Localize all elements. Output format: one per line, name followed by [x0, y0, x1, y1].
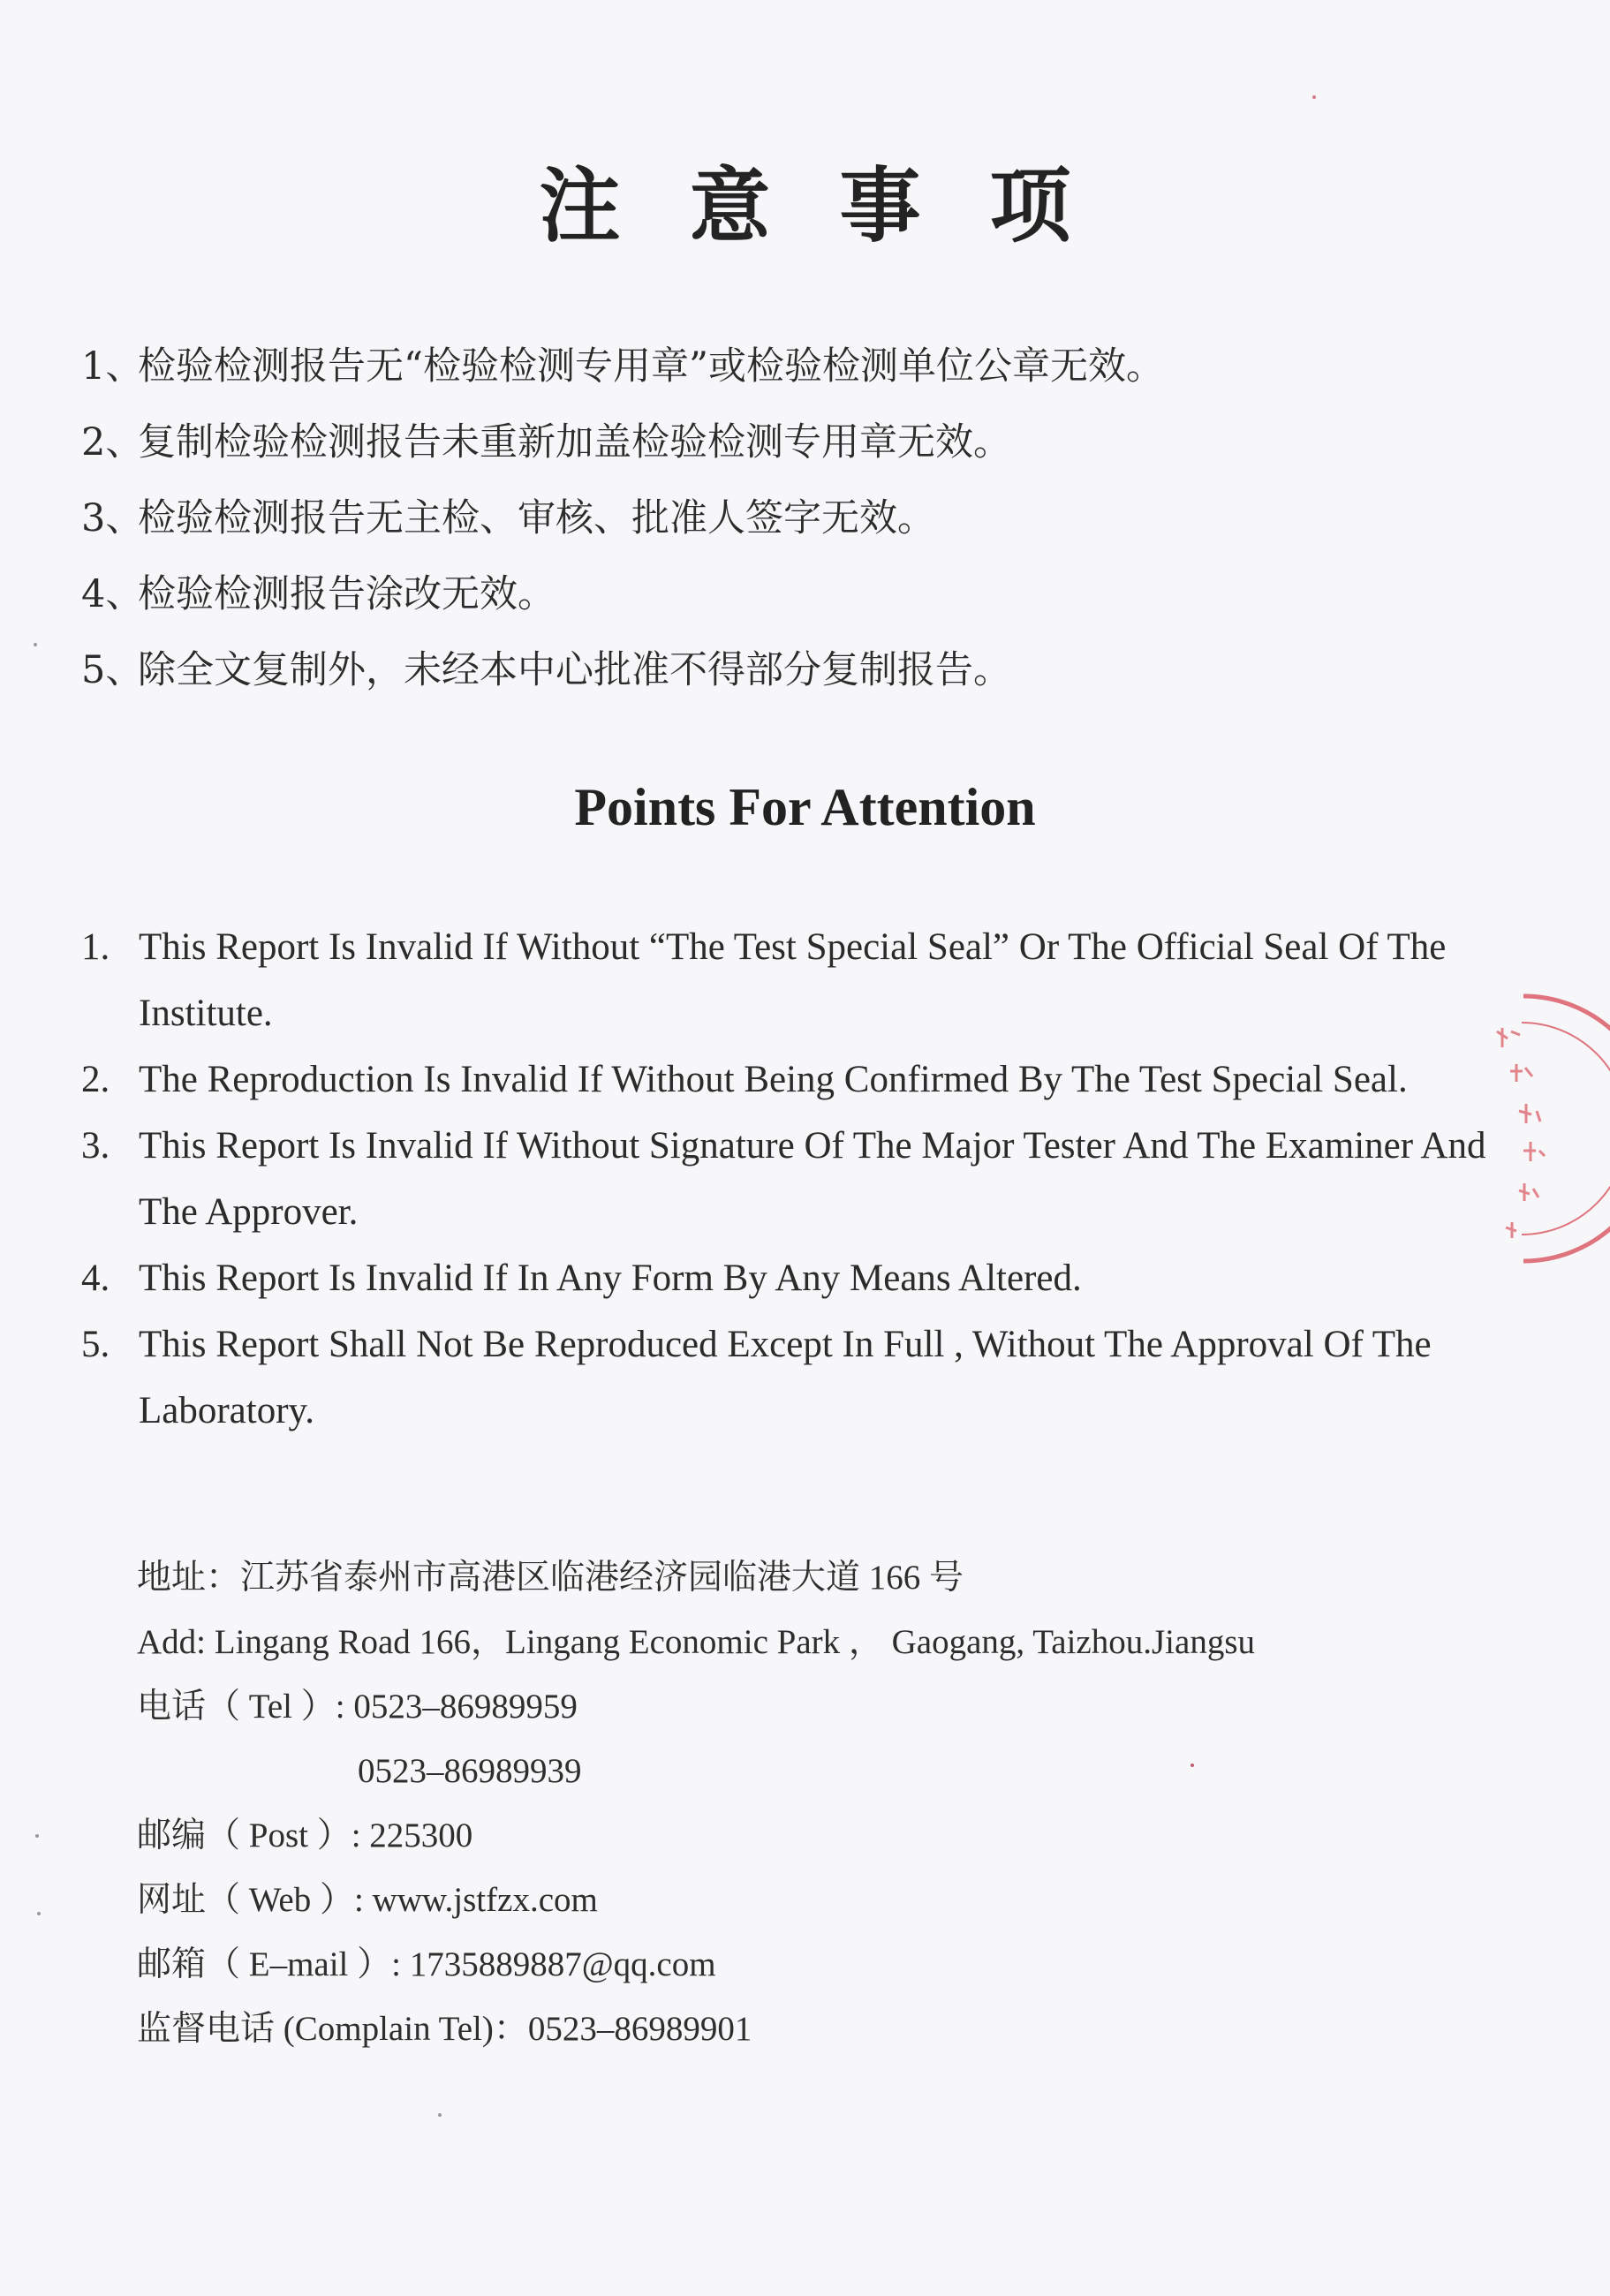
- paper-speck: [37, 1912, 41, 1915]
- item-text: 除全文复制外，未经本中心批准不得部分复制报告。: [138, 648, 1011, 692]
- paper-speck: [35, 1834, 39, 1838]
- item-text: 检验检测报告涂改无效。: [138, 572, 556, 616]
- item-text: 复制检验检测报告未重新加盖检验检测专用章无效。: [138, 420, 1011, 464]
- chinese-notice-item: [81, 632, 1538, 708]
- item-text: This Report Shall Not Be Reproduced Except In Full , Without The Approval Of The Laboratory.: [139, 1324, 1432, 1431]
- chinese-notice-list: [81, 329, 1538, 708]
- paper-speck: [1312, 95, 1316, 99]
- item-text: This Report Is Invalid If Without Signature Of The Major Tester And The Examiner And The Approver.: [139, 1125, 1486, 1233]
- postcode: 邮编（ Post ）: 225300: [137, 1816, 473, 1854]
- chinese-notice-item: [81, 329, 1538, 404]
- website: 网址（ Web ）: www.jstfzx.com: [137, 1881, 598, 1919]
- chinese-notice-item: [81, 556, 1538, 632]
- item-number: 2.: [81, 1059, 110, 1100]
- item-text: This Report Is Invalid If Without “The Test Special Seal” Or The Official Seal Of The Institute.: [139, 926, 1447, 1034]
- item-number: 2、: [81, 420, 144, 464]
- english-notice-list: [81, 914, 1530, 1444]
- item-text: The Reproduction Is Invalid If Without Being Confirmed By The Test Special Seal.: [139, 1059, 1408, 1100]
- english-notice-item: [81, 914, 1530, 1046]
- telephone-line-1: 电话（ Tel ）: 0523–86989959: [137, 1688, 578, 1726]
- complaint-telephone: 监督电话 (Complain Tel)：0523–86989901: [137, 2010, 752, 2048]
- paper-speck: [1190, 1764, 1194, 1767]
- item-number: 1.: [81, 926, 110, 968]
- item-number: 3.: [81, 1125, 110, 1167]
- item-number: 5、: [81, 648, 144, 692]
- title-english: Points For Attention: [574, 778, 1036, 836]
- paper-speck: [438, 2113, 442, 2117]
- paper-speck: [34, 643, 37, 646]
- item-number: 5.: [81, 1324, 110, 1365]
- title-chinese: 注意事项: [539, 158, 1140, 253]
- contact-block: [137, 1545, 1462, 2061]
- english-notice-item: [81, 1245, 1530, 1311]
- english-notice-item: [81, 1046, 1530, 1113]
- telephone-line-2: 0523–86989939: [358, 1752, 582, 1790]
- chinese-notice-item: [81, 404, 1538, 480]
- item-text: This Report Is Invalid If In Any Form By Any Means Altered.: [139, 1258, 1082, 1299]
- chinese-notice-item: [81, 480, 1538, 556]
- english-notice-item: [81, 1311, 1530, 1444]
- item-number: 1、: [81, 344, 144, 389]
- address-english: Add: Lingang Road 166，Lingang Economic Park ， Gaogang, Taizhou.Jiangsu: [137, 1623, 1255, 1661]
- red-seal-stamp: [1470, 978, 1610, 1279]
- item-number: 4.: [81, 1258, 110, 1299]
- address-chinese: 地址：江苏省泰州市高港区临港经济园临港大道 166 号: [137, 1559, 964, 1597]
- item-text: 检验检测报告无“检验检测专用章”或检验检测单位公章无效。: [138, 344, 1164, 389]
- item-text: 检验检测报告无主检、审核、批准人签字无效。: [138, 496, 935, 540]
- english-notice-item: [81, 1113, 1530, 1245]
- email: 邮箱（ E–mail ）: 1735889887@qq.com: [137, 1945, 716, 1983]
- item-number: 3、: [81, 496, 144, 540]
- item-number: 4、: [81, 572, 144, 616]
